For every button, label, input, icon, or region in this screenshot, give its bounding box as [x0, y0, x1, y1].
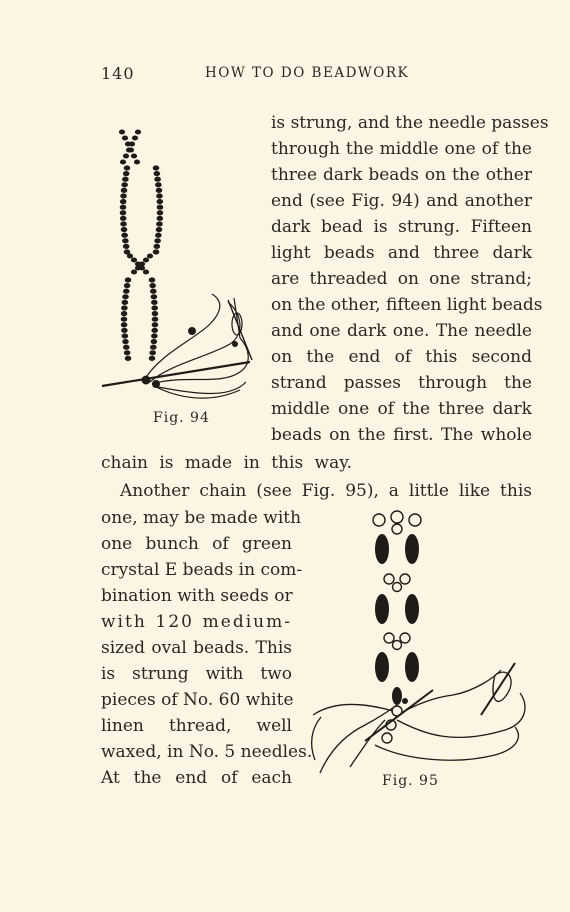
body-line: end (see Fig. 94) and another: [271, 191, 532, 211]
bead: [153, 166, 159, 170]
bead: [125, 278, 131, 282]
bead: [156, 188, 162, 192]
body-line: beads on the first. The whole: [271, 425, 532, 445]
bead: [134, 160, 139, 164]
bead: [147, 254, 152, 258]
bead: [120, 205, 126, 209]
body-line: on the other, fifteen light beads: [271, 295, 543, 315]
bead: [152, 300, 158, 304]
bead: [152, 306, 158, 310]
bead: [123, 172, 129, 176]
bead: [151, 345, 157, 349]
bead: [132, 136, 137, 140]
bead: [155, 177, 161, 181]
bead: [157, 211, 163, 215]
bead: [124, 166, 130, 170]
bead: [121, 188, 127, 192]
bead: [152, 334, 158, 338]
body-line: dark bead is strung. Fifteen: [271, 217, 532, 237]
bead: [122, 233, 128, 237]
fig-94-bead-chain-illustration: [100, 124, 260, 424]
bead: [157, 200, 163, 204]
bead: [123, 340, 129, 344]
bead: [156, 183, 162, 187]
body-line: At the end of each: [101, 768, 292, 788]
body-line: chain is made in this way.: [101, 453, 352, 473]
body-line: on the end of this second: [271, 347, 532, 367]
page-header: [101, 64, 532, 86]
body-line: sized oval beads. This: [101, 638, 292, 658]
bead: [154, 172, 160, 176]
body-line: light beads and three dark: [271, 243, 532, 263]
fig-95-caption: Fig. 95: [382, 773, 439, 789]
body-line: one, may be made with: [101, 508, 302, 528]
running-title: HOW TO DO BEADWORK: [205, 65, 410, 81]
bead: [120, 211, 126, 215]
bead: [129, 142, 134, 146]
fig-95-bead-chain-illustration: [305, 505, 530, 795]
bead: [119, 130, 124, 134]
bead: [121, 323, 127, 327]
bead: [151, 295, 157, 299]
bead: [155, 239, 161, 243]
bead: [126, 148, 131, 152]
bead: [152, 323, 158, 327]
bead: [157, 222, 163, 226]
bead: [139, 262, 144, 266]
bead: [123, 244, 129, 248]
bead: [156, 228, 162, 232]
bead: [121, 194, 127, 198]
bead: [143, 270, 148, 274]
bead: [151, 340, 157, 344]
bead: [143, 258, 148, 262]
bead: [152, 317, 158, 321]
bead: [123, 177, 129, 181]
bead: [120, 216, 126, 220]
fig-94-caption: Fig. 94: [153, 410, 210, 426]
bead: [124, 351, 130, 355]
body-line: pieces of No. 60 white: [101, 690, 294, 710]
bead: [122, 300, 128, 304]
body-line: crystal E beads in com-: [101, 560, 303, 580]
bead: [121, 228, 127, 232]
bead: [122, 334, 128, 338]
body-line: linen thread, well: [101, 716, 292, 736]
bead: [122, 183, 128, 187]
bead: [150, 351, 156, 355]
bead: [153, 250, 159, 254]
page-number: 140: [101, 64, 135, 83]
bead: [150, 284, 156, 288]
body-line: strand passes through the: [271, 373, 532, 393]
bead: [135, 266, 140, 270]
bead: [127, 254, 132, 258]
bead: [157, 205, 163, 209]
body-line: middle one of the three dark: [271, 399, 532, 419]
bead: [123, 295, 129, 299]
body-line: are threaded on one strand;: [271, 269, 532, 289]
bead: [123, 289, 129, 293]
bead: [149, 278, 155, 282]
bead: [135, 130, 140, 134]
bead: [131, 270, 136, 274]
bead: [122, 306, 128, 310]
bead: [151, 289, 157, 293]
body-line: is strung, and the needle passes: [271, 113, 549, 133]
body-line: three dark beads on the other: [271, 165, 532, 185]
bead: [125, 356, 131, 360]
bead: [152, 328, 158, 332]
bead: [122, 328, 128, 332]
bead: [122, 136, 127, 140]
bead: [120, 160, 125, 164]
bead: [156, 233, 162, 237]
bead: [124, 250, 130, 254]
body-line: with 120 medium-: [101, 612, 292, 632]
bead: [152, 312, 158, 316]
body-line: one bunch of green: [101, 534, 292, 554]
body-line: through the middle one of the: [271, 139, 532, 159]
bead: [121, 312, 127, 316]
body-line: bination with seeds or: [101, 586, 293, 606]
bead: [123, 154, 128, 158]
bead: [131, 258, 136, 262]
bead: [124, 284, 130, 288]
body-line: is strung with two: [101, 664, 292, 684]
body-line: and one dark one. The needle: [271, 321, 532, 341]
bead: [149, 356, 155, 360]
bead: [121, 317, 127, 321]
bead: [157, 216, 163, 220]
bead: [154, 244, 160, 248]
bead: [157, 194, 163, 198]
body-line: waxed, in No. 5 needles.: [101, 742, 313, 762]
bead: [121, 222, 127, 226]
bead: [123, 345, 129, 349]
bead: [120, 200, 126, 204]
bead: [123, 239, 129, 243]
body-line: Another chain (see Fig. 95), a little like this: [120, 481, 532, 501]
bead: [131, 154, 136, 158]
